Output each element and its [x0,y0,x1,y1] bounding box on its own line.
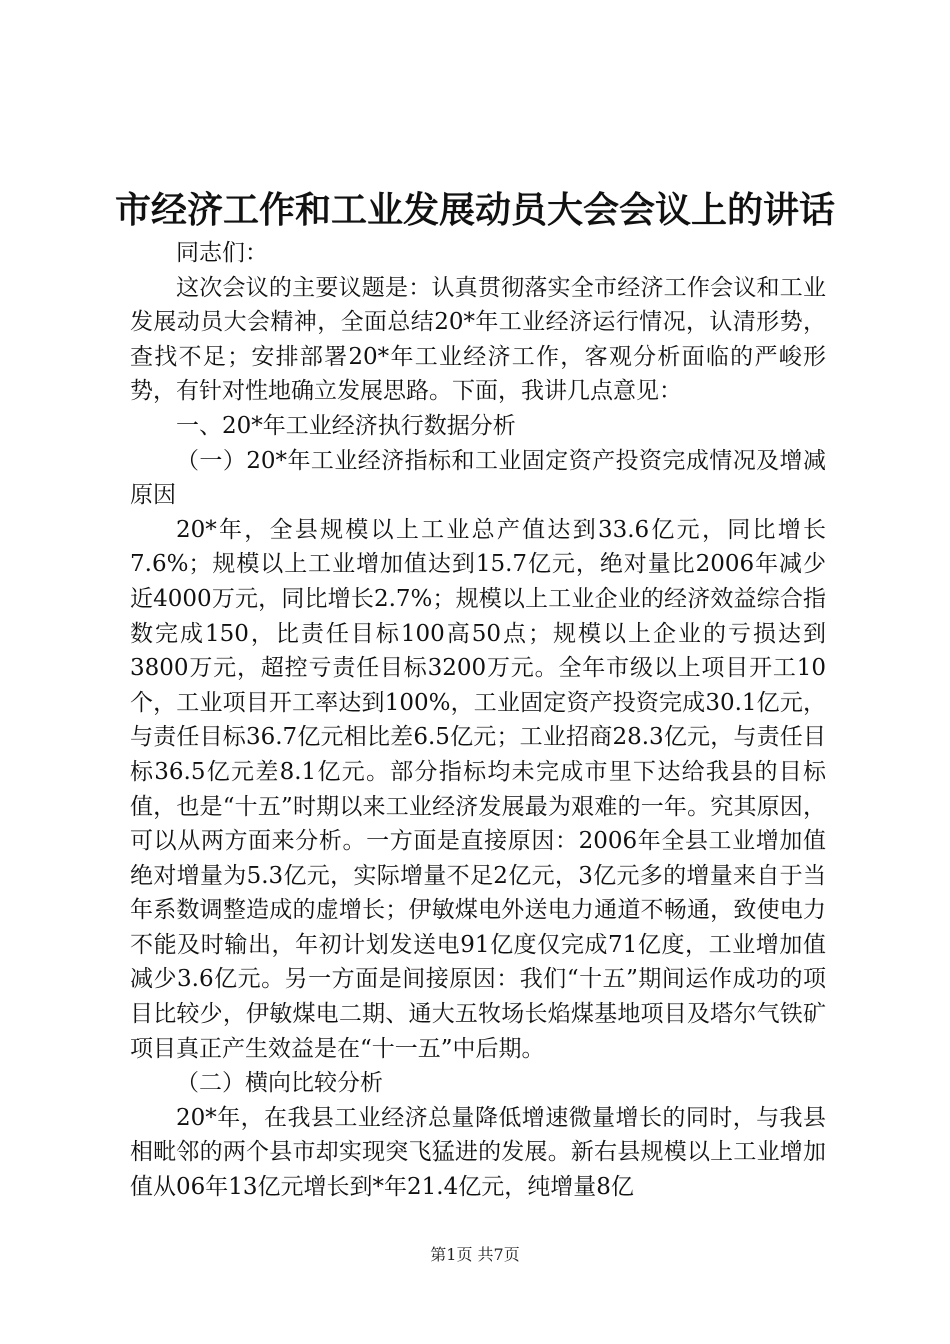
document-body [130,236,826,1205]
subsection-heading-1: （一）20*年工业经济指标和工业固定资产投资完成情况及增减原因 [130,447,826,509]
page-title: 市经济工作和工业发展动员大会会议上的讲话 [114,189,835,231]
section-heading-1: 一、20*年工业经济执行数据分析 [176,412,516,439]
subsection-heading-2: （二）横向比较分析 [176,1070,383,1097]
intro-paragraph: 这次会议的主要议题是：认真贯彻落实全市经济工作会议和工业发展动员大会精神，全面总结20*年工业经济运行情况，认清形势，查找不足；安排部署20*年工业经济工作，客观分析面临的严峻形势，有针对性地确立发展思路。下面，我讲几点意见： [130,274,826,405]
comparison-paragraph: 20*年，在我县工业经济总量降低增速微量增长的同时，与我县相毗邻的两个县市却实现突飞猛进的发展。新右县规模以上工业增加值从06年13亿元增长到*年21.4亿元，纯增量8亿 [130,1104,826,1201]
page-footer: 第1页 共7页 [430,1245,520,1264]
salutation: 同志们： [176,240,268,266]
analysis-paragraph: 20*年，全县规模以上工业总产值达到33.6亿元，同比增长7.6%；规模以上工业增加值达到15.7亿元，绝对量比2006年减少近4000万元，同比增长2.7%；规模以上工业企业的经济效益综合指数完成150，比责任目标100高50点；规模以上企业的亏损达到3800万元，超控亏责任目标3200万元。全年市级以上项目开工10个，工业项目开工率达到100%，工业固定资产投资完成30.1亿元，与责任目标36.7亿元相比差6.5亿元；工业招商28.3亿元，与责任目标36.5亿元差8.1亿元。部分指标均未完成市里下达给我县的目标值，也是“十五”时期以来工业经济发展最为艰难的一年。究其原因，可以从两方面来分析。一方面是直接原因：2006年全县工业增加值绝对增量为5.3亿元，实际增量不足2亿元，3亿元多的增量来自于当年系数调整造成的虚增长；伊敏煤电外送电力通道不畅通，致使电力不能及时输出，年初计划发送电91亿度仅完成71亿度，工业增加值减少3.6亿元。另一方面是间接原因：我们“十五”期间运作成功的项目比较少，伊敏煤电二期、通大五牧场长焰煤基地项目及塔尔气铁矿项目真正产生效益是在“十一五”中后期。 [130,516,826,1062]
